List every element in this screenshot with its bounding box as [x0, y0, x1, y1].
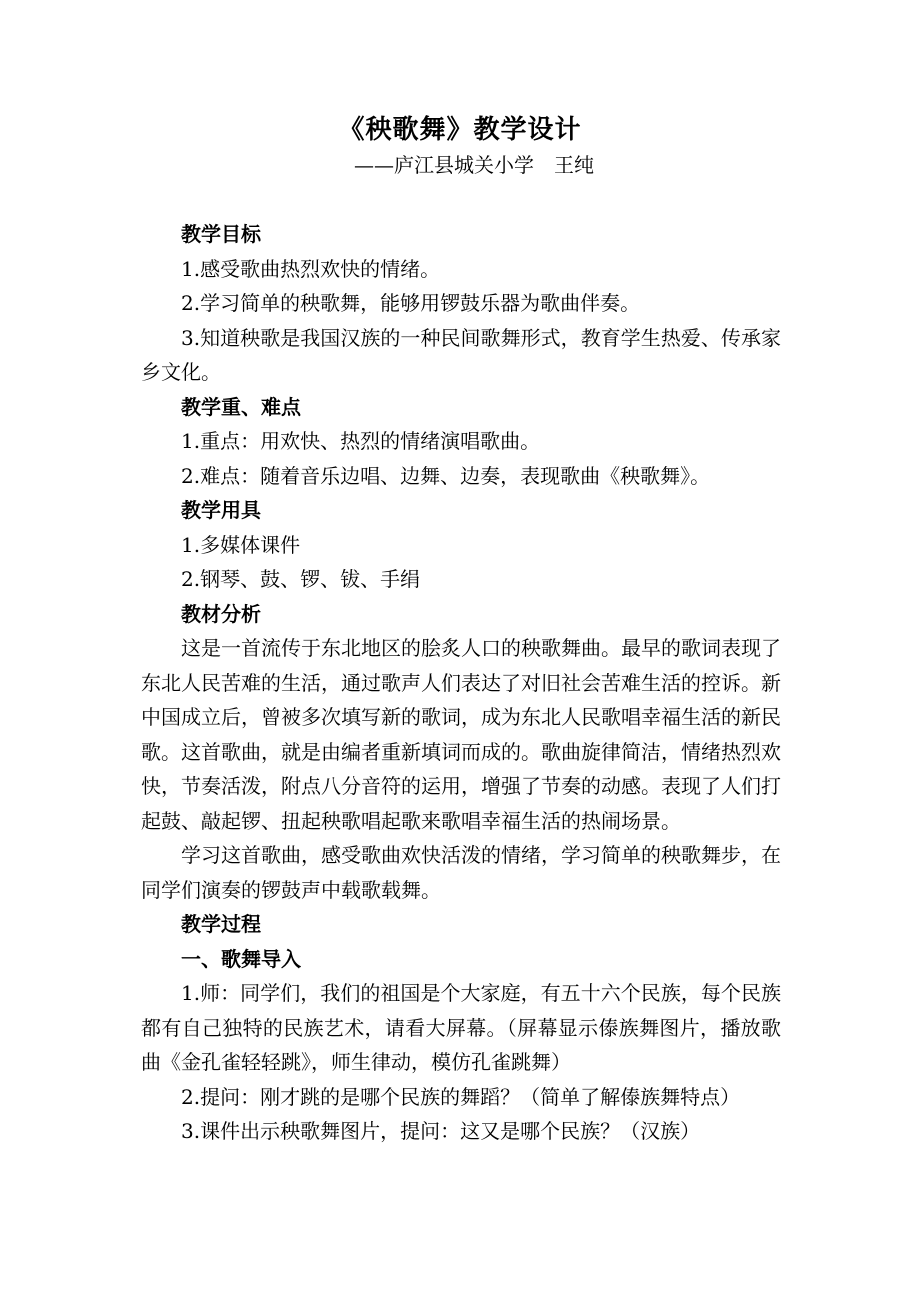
process-item: 1.师：同学们，我们的祖国是个大家庭，有五十六个民族，每个民族都有自己独特的民族艺术，请看大屏幕。（屏幕显示傣族舞图片，播放歌曲《金孔雀轻轻跳》，师生律动，模仿孔雀跳舞） [141, 981, 781, 1074]
process-item: 2.提问：刚才跳的是哪个民族的舞蹈？（简单了解傣族舞特点） [181, 1084, 741, 1109]
goal-item: 3.知道秧歌是我国汉族的一种民间歌舞形式，教育学生热爱、传承家乡文化。 [141, 325, 781, 384]
document-subtitle: ——庐江县城关小学 王纯 [354, 153, 594, 177]
process-item: 3.课件出示秧歌舞图片，提问：这又是哪个民族？（汉族） [181, 1119, 701, 1143]
analysis-paragraph: 这是一首流传于东北地区的脍炙人口的秧歌舞曲。最早的歌词表现了东北人民苦难的生活，通过歌声人们表达了对旧社会苦难生活的控诉。新中国成立后，曾被多次填写新的歌词，成为东北人民歌唱幸福生活的新民歌。这首歌曲，就是由编者重新填词而成的。歌曲旋律简洁，情绪热烈欢快，节奏活泼，附点八分音符的运用，增强了节奏的动感。表现了人们打起鼓、敲起锣、扭起秧歌唱起歌来歌唱幸福生活的热闹场景。 [141, 636, 781, 833]
subsection-heading-intro: 一、歌舞导入 [181, 946, 301, 971]
section-heading-goals: 教学目标 [181, 222, 261, 246]
document-title: 《秧歌舞》教学设计 [338, 115, 582, 145]
section-heading-key-points: 教学重、难点 [181, 394, 301, 419]
key-point-item: 2.难点：随着音乐边唱、边舞、边奏，表现歌曲《秧歌舞》。 [181, 463, 711, 488]
tool-item: 2.钢琴、鼓、锣、钹、手绢 [181, 567, 421, 591]
goal-item: 1.感受歌曲热烈欢快的情绪。 [181, 256, 441, 281]
section-heading-analysis: 教材分析 [181, 601, 261, 626]
analysis-paragraph: 学习这首歌曲，感受歌曲欢快活泼的情绪，学习简单的秧歌舞步，在同学们演奏的锣鼓声中载歌载舞。 [141, 843, 781, 902]
key-point-item: 1.重点：用欢快、热烈的情绪演唱歌曲。 [181, 429, 541, 453]
tool-item: 1.多媒体课件 [181, 532, 301, 557]
document-body [141, 217, 781, 1149]
section-heading-tools: 教学用具 [181, 498, 261, 522]
section-heading-process: 教学过程 [181, 912, 261, 936]
goal-item: 2.学习简单的秧歌舞，能够用锣鼓乐器为歌曲伴奏。 [181, 291, 641, 315]
